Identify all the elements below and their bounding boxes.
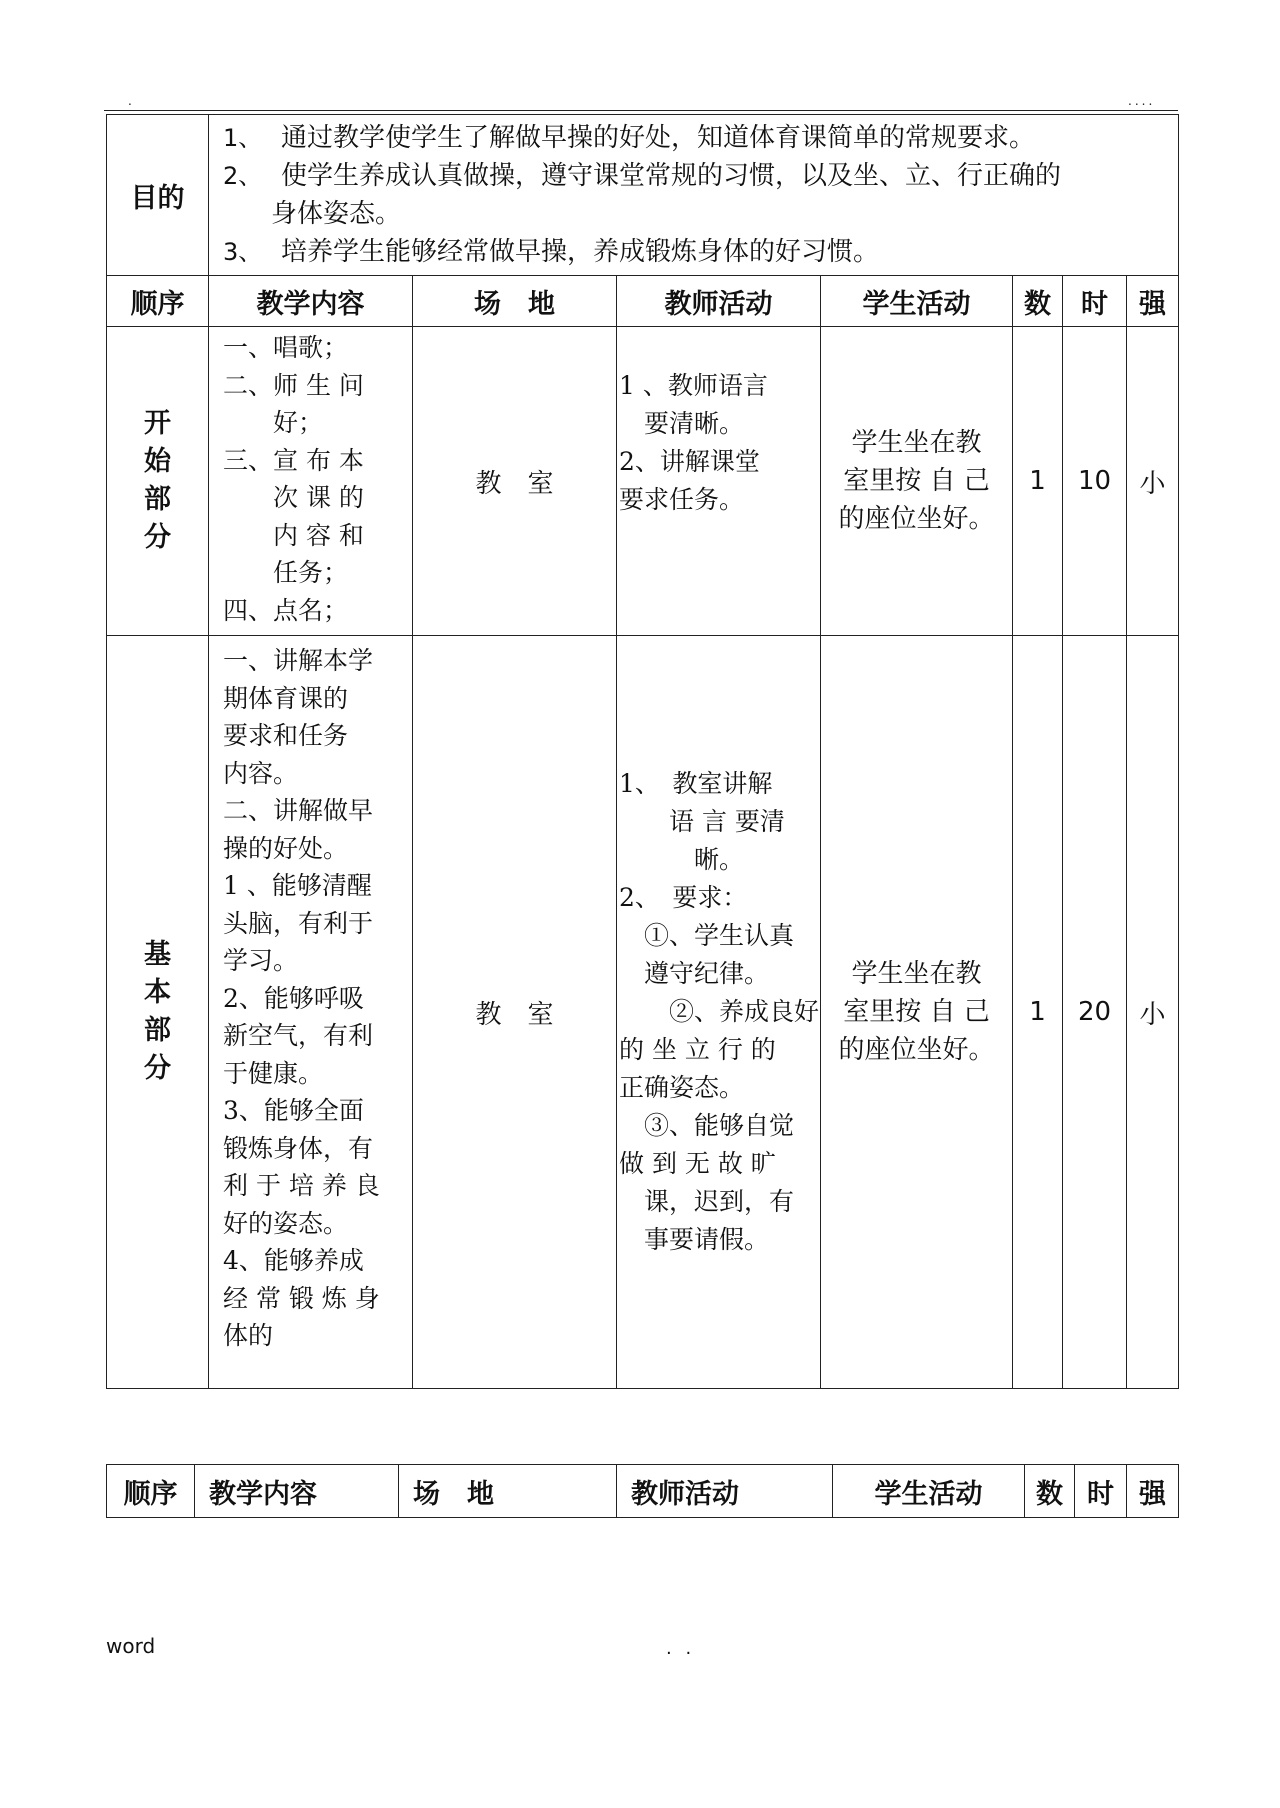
section-content: 一、讲解本学 期体育课的 要求和任务 内容。 二、讲解做早 操的好处。 1 、能够清醒 头脑，有利于 学习。 2、能够呼吸 新空气，有利 于健康。 3、能够全面 锻炼身体，有 利 于 培 养 良 好的姿态。 4、能够养成 经 常 锻 炼 身 体的	[209, 636, 413, 1389]
col-order: 顺序	[107, 276, 209, 327]
section-teacher: 1、 教室讲解 语 言 要清 晰。 2、 要求： ①、学生认真 遵守纪律。 ②、养成良好 的 坐 立 行 的 正确姿态。 ③、能够自觉 做 到 无 故 旷 课，迟到，有 事要请假。	[617, 636, 821, 1389]
section-student: 学生坐在教 室里按 自 己 的座位坐好。	[821, 327, 1013, 636]
header-rule	[104, 110, 1178, 111]
col-teacher: 教师活动	[617, 276, 821, 327]
section-label: 基 本 部 分	[107, 636, 209, 1389]
purpose-item: 3、 培养学生能够经常做早操，养成锻炼身体的好习惯。	[223, 237, 880, 267]
section-row-start	[107, 327, 1179, 636]
col-count: 数	[1025, 1465, 1075, 1518]
section-count: 1	[1013, 327, 1063, 636]
section-count: 1	[1013, 636, 1063, 1389]
col-intensity: 强	[1127, 276, 1179, 327]
page-header-left-mark: .	[128, 94, 132, 108]
section-row-main	[107, 636, 1179, 1389]
section-venue: 教 室	[413, 327, 617, 636]
purpose-item-continuation: 身体姿态。	[271, 199, 402, 229]
purpose-item: 2、 使学生养成认真做操，遵守课堂常规的习惯，以及坐、立、行正确的	[223, 161, 1062, 191]
purpose-label: 目的	[107, 115, 209, 276]
section-time: 10	[1063, 327, 1127, 636]
col-order: 顺序	[107, 1465, 195, 1518]
footer-word-label: word	[106, 1634, 156, 1658]
col-time: 时	[1063, 276, 1127, 327]
col-content: 教学内容	[195, 1465, 399, 1518]
section-label: 开 始 部 分	[107, 327, 209, 636]
section-time: 20	[1063, 636, 1127, 1389]
page-header-right-mark: ....	[1128, 94, 1156, 108]
section-student: 学生坐在教 室里按 自 己 的座位坐好。	[821, 636, 1013, 1389]
section-teacher: 1 、教师语言 要清晰。 2、讲解课堂 要求任务。	[617, 327, 821, 636]
section-venue: 教 室	[413, 636, 617, 1389]
section-intensity: 小	[1127, 327, 1179, 636]
col-count: 数	[1013, 276, 1063, 327]
col-content: 教学内容	[209, 276, 413, 327]
continuation-header-table	[106, 1464, 1179, 1518]
purpose-item: 1、 通过教学使学生了解做早操的好处，知道体育课简单的常规要求。	[223, 123, 1036, 153]
col-time: 时	[1075, 1465, 1127, 1518]
column-header-row	[107, 1465, 1179, 1518]
footer-center-mark: . .	[666, 1638, 696, 1659]
col-teacher: 教师活动	[617, 1465, 833, 1518]
col-student: 学生活动	[833, 1465, 1025, 1518]
section-intensity: 小	[1127, 636, 1179, 1389]
col-student: 学生活动	[821, 276, 1013, 327]
purpose-row	[107, 115, 1179, 276]
lesson-plan-table	[106, 114, 1179, 1389]
section-content: 一、唱歌； 二、师 生 问 好； 三、宣 布 本 次 课 的 内 容 和 任务； 四、点名；	[209, 327, 413, 636]
col-venue: 场 地	[413, 276, 617, 327]
column-header-row	[107, 276, 1179, 327]
col-intensity: 强	[1127, 1465, 1179, 1518]
col-venue: 场 地	[399, 1465, 617, 1518]
purpose-list	[209, 115, 1179, 276]
